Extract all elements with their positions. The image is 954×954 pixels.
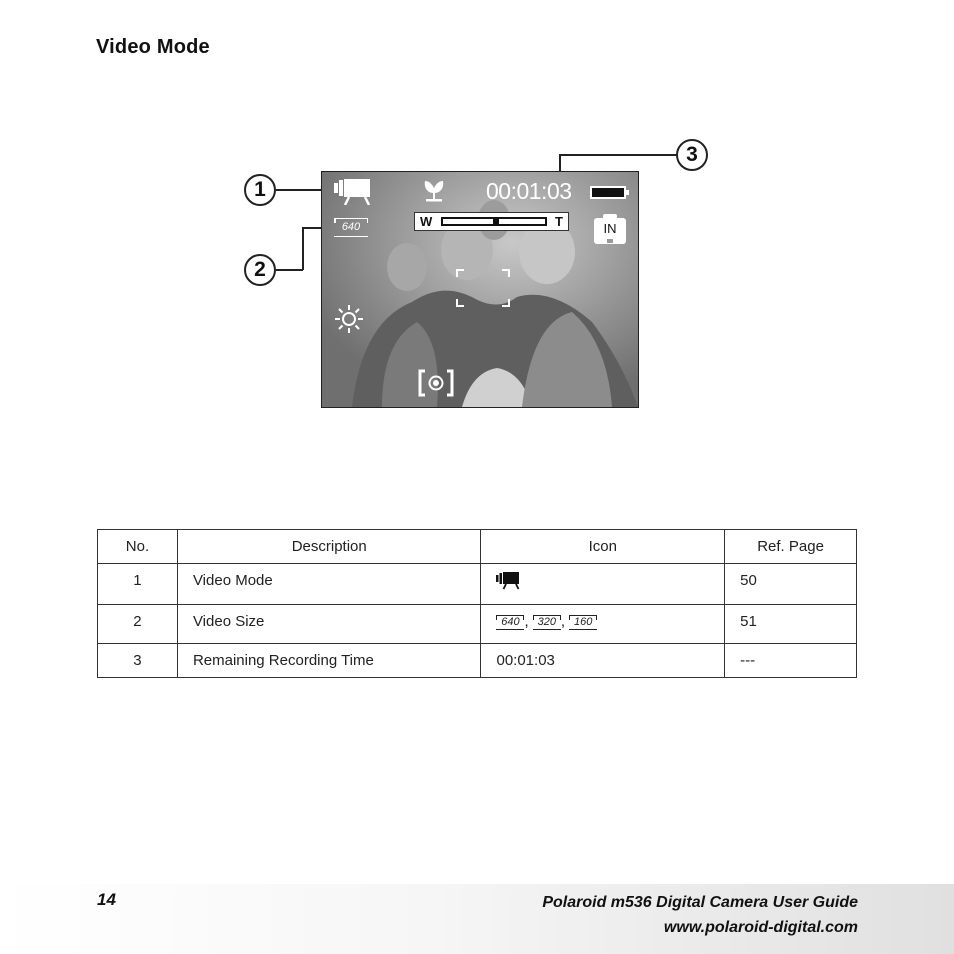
callout-3: 3 [676,139,708,171]
table-row [98,644,857,678]
video-camera-icon [496,572,520,590]
separator: , [560,613,565,630]
separator: , [524,613,529,630]
row-description: Video Mode [177,564,481,605]
callout-2-leader-v [302,227,304,270]
white-balance-sun-icon [334,304,364,334]
page-number: 14 [97,890,116,909]
header-icon: Icon [481,530,725,564]
row-ref-page: 50 [725,564,857,605]
callout-2-leader-h [276,269,303,271]
table-row [98,605,857,644]
section-title: Video Mode [96,36,210,58]
callout-3-leader-h [559,154,677,156]
row-description: Video Size [177,605,481,644]
video-size-640-icon: 640 [496,615,524,630]
header-no: No. [98,530,178,564]
row-ref-page: --- [725,644,857,678]
row-icon: 00:01:03 [481,644,725,678]
zoom-tele-label: T [555,214,563,229]
focus-frame [456,269,510,307]
callout-1: 1 [244,174,276,206]
video-size-320-icon: 320 [533,615,561,630]
zoom-track [441,217,547,226]
icon-reference-table [97,529,857,678]
guide-url: www.polaroid-digital.com [663,919,858,936]
zoom-indicator [493,217,499,226]
video-size-160-icon: 160 [569,615,597,630]
row-description: Remaining Recording Time [177,644,481,678]
zoom-wide-label: W [420,214,433,229]
zoom-bar [414,212,569,231]
metering-icon [418,369,454,397]
table-header-row [98,530,857,564]
header-ref-page: Ref. Page [725,530,857,564]
camera-lcd-screen [321,171,639,408]
row-icon [481,605,725,644]
row-ref-page: 51 [725,605,857,644]
row-no: 3 [98,644,178,678]
video-size-badge: 640 [334,218,368,237]
time-remaining: 00:01:03 [486,178,572,204]
row-no: 2 [98,605,178,644]
internal-memory-icon: IN [594,218,626,244]
callout-1-leader [276,189,326,191]
header-description: Description [177,530,481,564]
callout-2: 2 [244,254,276,286]
macro-flower-icon [422,177,446,203]
battery-icon [590,186,626,199]
guide-title: Polaroid m536 Digital Camera User Guide [542,894,858,911]
row-no: 1 [98,564,178,605]
table-row [98,564,857,605]
video-camera-icon [334,179,372,205]
row-icon [481,564,725,605]
